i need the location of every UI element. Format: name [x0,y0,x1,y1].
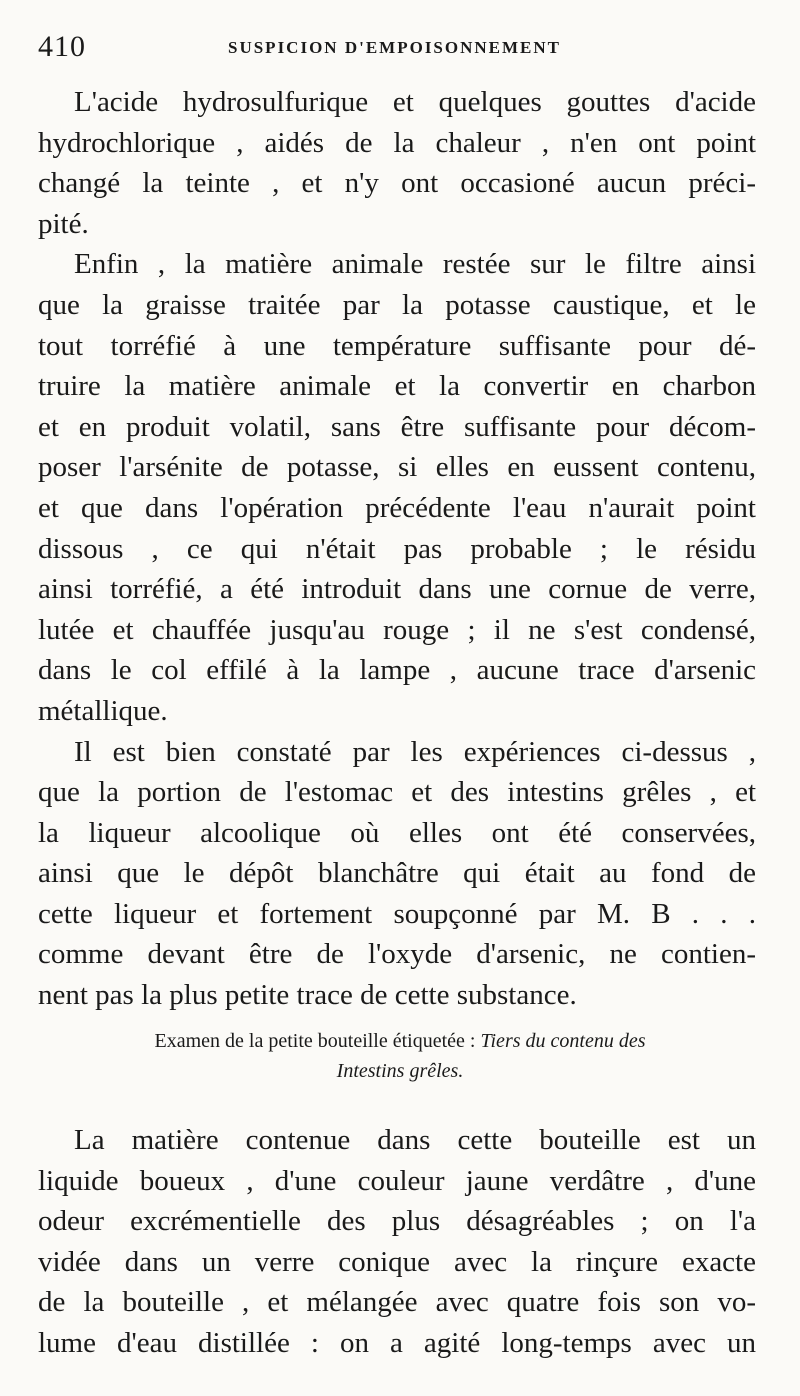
text-line: et en produit volatil, sans être suffisante pour décom- [38,410,756,443]
running-head [38,30,758,70]
paragraph-3 [38,732,756,1016]
text-line: Enfin , la matière animale restée sur le filtre ainsi [74,248,756,281]
text-line: liquide boueux , d'une couleur jaune verdâtre , d'une [38,1164,756,1197]
text-line: dans le col effilé à la lampe , aucune trace d'arsenic [38,654,756,687]
section-caption [60,1026,740,1086]
caption-italic-1: Tiers du contenu des [480,1030,646,1052]
text-line: comme devant être de l'oxyde d'arsenic, ne contien- [38,938,756,971]
caption-line-1 [60,1026,740,1056]
text-line: lume d'eau distillée : on a agité long-temps avec un [38,1326,756,1359]
text-line: que la graisse traitée par la potasse caustique, et le [38,288,756,321]
text-line: ainsi que le dépôt blanchâtre qui était au fond de [38,857,756,890]
running-title: SUSPICION D'EMPOISONNEMENT [228,38,562,57]
body-text-top [38,82,756,1016]
text-line: L'acide hydrosulfurique et quelques gouttes d'acide [74,86,756,118]
text-line: La matière contenue dans cette bouteille est un [74,1124,756,1156]
paragraph-4 [38,1120,756,1364]
text-line: dissous , ce qui n'était pas probable ; le résidu [38,532,756,565]
text-line: hydrochlorique , aidés de la chaleur , n'en ont point [38,126,756,159]
caption-roman: Examen de la petite bouteille étiquetée : [154,1030,476,1052]
text-line: ainsi torréfié, a été introduit dans une cornue de verre, [38,573,756,606]
paragraph-2 [38,244,756,731]
paragraph-1 [38,82,756,244]
text-line: que la portion de l'estomac et des intestins grêles , et [38,776,756,809]
text-line: lutée et chauffée jusqu'au rouge ; il ne s'est condensé, [38,613,756,646]
caption-italic-2: Intestins grêles. [336,1060,464,1082]
text-line: truire la matière animale et la convertir en charbon [38,370,756,403]
text-line: poser l'arsénite de potasse, si elles en eussent contenu, [38,451,756,484]
text-line: vidée dans un verre conique avec la rinçure exacte [38,1245,756,1278]
text-line: pité. [38,207,89,240]
caption-line-2 [60,1056,740,1086]
text-line: cette liqueur et fortement soupçonné par M. B . . . [38,897,756,930]
text-line: odeur excrémentielle des plus désagréables ; on l'a [38,1205,756,1238]
page-number: 410 [38,30,86,63]
text-line: changé la teinte , et n'y ont occasioné aucun préci- [38,167,756,200]
text-line: métallique. [38,694,168,727]
text-line: de la bouteille , et mélangée avec quatre fois son vo- [38,1286,756,1319]
body-text-bottom [38,1120,756,1364]
text-line: et que dans l'opération précédente l'eau n'aurait point [38,491,756,524]
text-line: Il est bien constaté par les expériences ci-dessus , [74,735,756,768]
text-line: nent pas la plus petite trace de cette substance. [38,979,577,1012]
text-line: tout torréfié à une température suffisante pour dé- [38,329,756,362]
text-line: la liqueur alcoolique où elles ont été conservées, [38,816,756,849]
